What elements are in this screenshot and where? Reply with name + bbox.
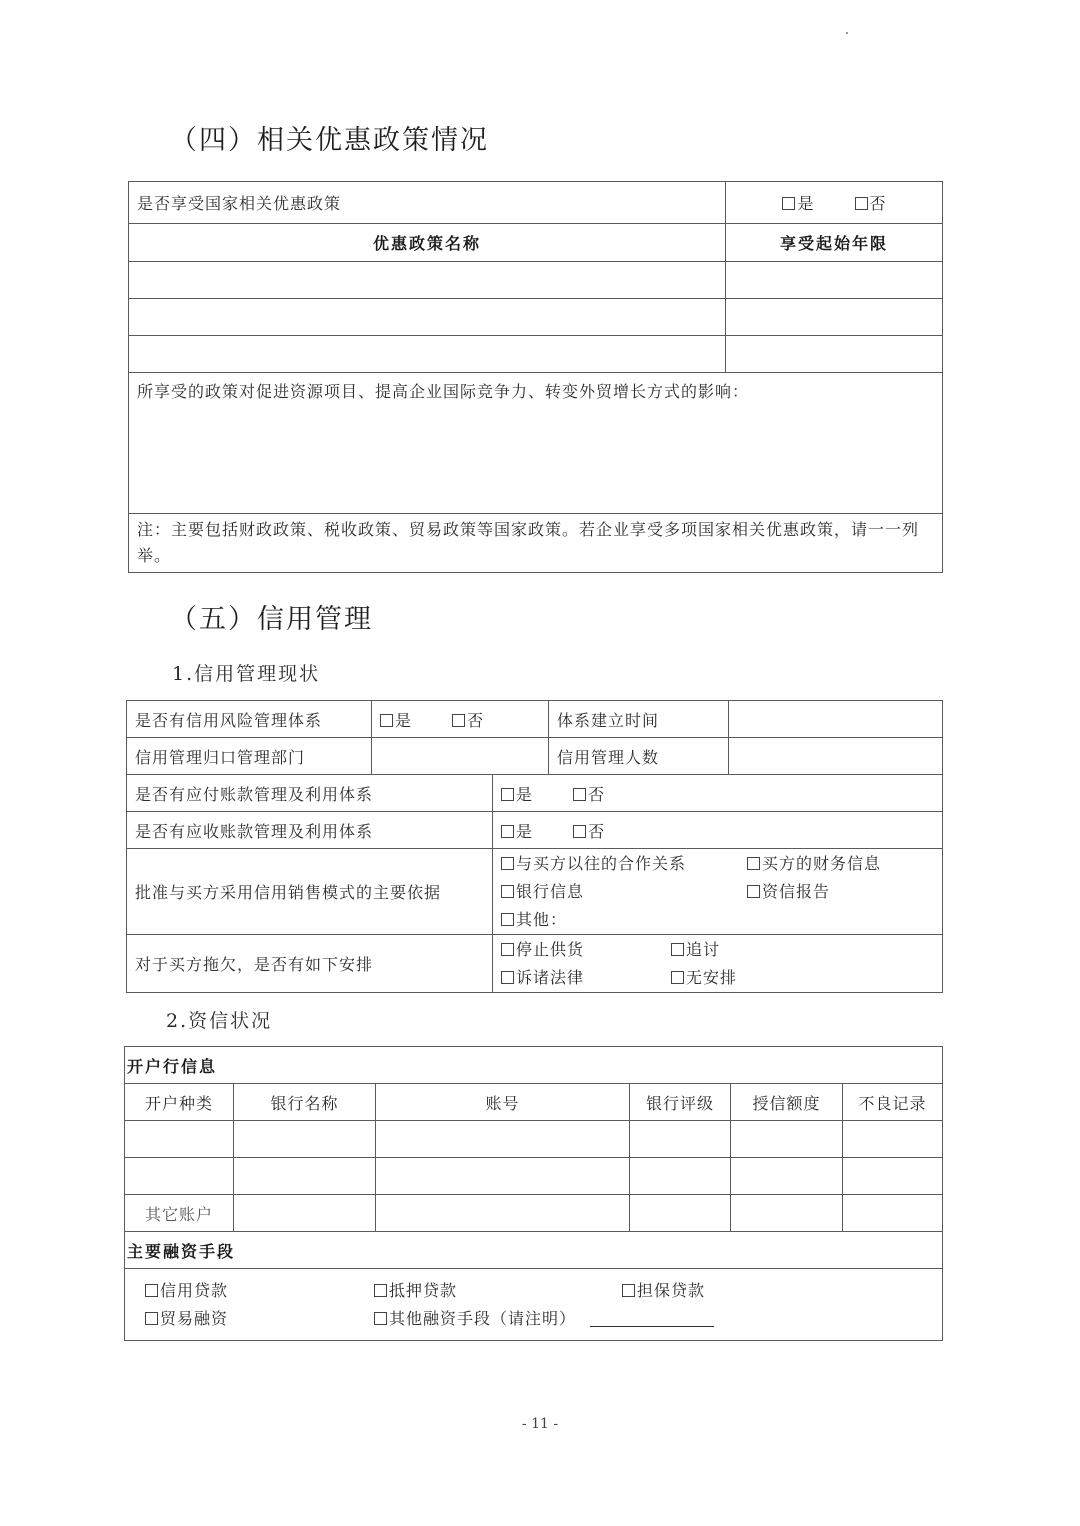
checkbox-icon	[747, 885, 760, 898]
policy-name-cell[interactable]	[129, 336, 726, 373]
other-account-label: 其它账户	[125, 1195, 234, 1232]
bank-info-header: 开户行信息	[125, 1047, 943, 1084]
table-cell[interactable]	[630, 1195, 731, 1232]
basis-option-other[interactable]: 其他：	[501, 906, 567, 934]
table-cell[interactable]	[843, 1195, 943, 1232]
col-bank-name: 银行名称	[234, 1084, 376, 1121]
credit-standing-subtitle: 2.资信状况	[166, 1010, 273, 1032]
table-cell[interactable]	[630, 1158, 731, 1195]
dept-field[interactable]	[372, 738, 549, 775]
financing-options	[125, 1269, 943, 1341]
arrears-label: 对于买方拖欠，是否有如下安排	[127, 935, 493, 993]
receivable-options	[493, 812, 943, 849]
financing-header: 主要融资手段	[125, 1232, 943, 1269]
table-cell[interactable]	[843, 1158, 943, 1195]
enjoy-policy-options	[726, 182, 943, 224]
policy-note: 注：主要包括财政政策、税收政策、贸易政策等国家政策。若企业享受多项国家相关优惠政策，请一一列举。	[129, 514, 943, 573]
checkbox-icon	[380, 714, 393, 727]
checkbox-icon	[573, 825, 586, 838]
no-checkbox[interactable]: 否	[573, 819, 604, 842]
checkbox-icon	[374, 1312, 387, 1325]
table-cell[interactable]	[125, 1121, 234, 1158]
checkbox-icon	[374, 1284, 387, 1297]
policy-impact-field[interactable]	[129, 373, 943, 514]
policy-impact-label: 所享受的政策对促进资源项目、提高企业国际竞争力、转变外贸增长方式的影响：	[137, 382, 750, 401]
staff-count-label: 信用管理人数	[549, 738, 729, 775]
no-checkbox[interactable]: 否	[573, 782, 604, 805]
start-year-cell[interactable]	[726, 299, 943, 336]
checkbox-icon	[782, 197, 795, 210]
checkbox-icon	[501, 913, 514, 926]
arrears-option-pursue[interactable]: 追讨	[671, 936, 720, 964]
basis-option-financial[interactable]: 买方的财务信息	[747, 850, 881, 878]
financing-credit-loan[interactable]: 信用贷款	[145, 1277, 374, 1305]
checkbox-icon	[573, 788, 586, 801]
bank-info-table	[124, 1046, 943, 1341]
col-bank-rating: 银行评级	[630, 1084, 731, 1121]
yes-checkbox[interactable]: 是	[380, 708, 411, 731]
checkbox-icon	[145, 1284, 158, 1297]
payable-options	[493, 775, 943, 812]
credit-status-subtitle: 1.信用管理现状	[172, 663, 321, 685]
table-cell[interactable]	[843, 1121, 943, 1158]
basis-option-bank[interactable]: 银行信息	[501, 878, 747, 906]
start-year-header: 享受起始年限	[726, 224, 943, 262]
policy-name-cell[interactable]	[129, 262, 726, 299]
table-row	[125, 1121, 943, 1158]
risk-system-label: 是否有信用风险管理体系	[127, 701, 372, 738]
checkbox-icon	[747, 857, 760, 870]
checkbox-icon	[501, 943, 514, 956]
payable-label: 是否有应付账款管理及利用体系	[127, 775, 493, 812]
checkbox-icon	[671, 943, 684, 956]
enjoy-policy-question: 是否享受国家相关优惠政策	[129, 182, 726, 224]
financing-guaranteed-loan[interactable]: 担保贷款	[622, 1277, 705, 1305]
checkbox-icon	[501, 857, 514, 870]
table-cell[interactable]	[731, 1158, 843, 1195]
table-cell[interactable]	[376, 1121, 630, 1158]
system-time-label: 体系建立时间	[549, 701, 729, 738]
start-year-cell[interactable]	[726, 262, 943, 299]
checkbox-icon	[501, 788, 514, 801]
col-credit-limit: 授信额度	[731, 1084, 843, 1121]
checkbox-icon	[501, 825, 514, 838]
table-cell[interactable]	[125, 1158, 234, 1195]
yes-checkbox[interactable]: 是	[782, 191, 813, 214]
no-checkbox[interactable]: 否	[452, 708, 483, 731]
yes-checkbox[interactable]: 是	[501, 819, 532, 842]
policy-name-header: 优惠政策名称	[129, 224, 726, 262]
financing-other[interactable]: 其他融资手段（请注明）	[374, 1305, 714, 1333]
credit-management-table	[126, 700, 943, 993]
checkbox-icon	[501, 971, 514, 984]
staff-count-field[interactable]	[729, 738, 943, 775]
checkbox-icon	[452, 714, 465, 727]
table-cell[interactable]	[234, 1195, 376, 1232]
checkbox-icon	[501, 885, 514, 898]
basis-label: 批准与买方采用信用销售模式的主要依据	[127, 849, 493, 935]
section-4-title: （四）相关优惠政策情况	[170, 125, 489, 156]
financing-mortgage-loan[interactable]: 抵押贷款	[374, 1277, 622, 1305]
arrears-option-stop-supply[interactable]: 停止供货	[501, 936, 671, 964]
table-cell[interactable]	[376, 1195, 630, 1232]
checkbox-icon	[622, 1284, 635, 1297]
other-financing-blank[interactable]	[590, 1312, 714, 1327]
dept-label: 信用管理归口管理部门	[127, 738, 372, 775]
arrears-options	[493, 935, 943, 993]
checkbox-icon	[671, 971, 684, 984]
no-checkbox[interactable]: 否	[855, 191, 886, 214]
risk-system-options	[372, 701, 549, 738]
basis-option-cooperation[interactable]: 与买方以往的合作关系	[501, 850, 747, 878]
checkbox-icon	[855, 197, 868, 210]
table-row	[125, 1195, 943, 1232]
policy-name-cell[interactable]	[129, 299, 726, 336]
col-account-number: 账号	[376, 1084, 630, 1121]
arrears-option-none[interactable]: 无安排	[671, 964, 737, 992]
scan-speck	[846, 32, 848, 34]
arrears-option-legal[interactable]: 诉诸法律	[501, 964, 671, 992]
checkbox-icon	[145, 1312, 158, 1325]
col-account-type: 开户种类	[125, 1084, 234, 1121]
financing-trade-finance[interactable]: 贸易融资	[145, 1305, 374, 1333]
receivable-label: 是否有应收账款管理及利用体系	[127, 812, 493, 849]
section-5-title: （五）信用管理	[170, 604, 373, 635]
basis-option-credit-report[interactable]: 资信报告	[747, 878, 830, 906]
table-cell[interactable]	[731, 1121, 843, 1158]
start-year-cell[interactable]	[726, 336, 943, 373]
policy-table	[128, 181, 943, 573]
table-row	[125, 1158, 943, 1195]
page-number: - 11 -	[521, 1416, 559, 1432]
table-cell[interactable]	[376, 1158, 630, 1195]
table-cell[interactable]	[731, 1195, 843, 1232]
yes-checkbox[interactable]: 是	[501, 782, 532, 805]
system-time-field[interactable]	[729, 701, 943, 738]
col-bad-record: 不良记录	[843, 1084, 943, 1121]
basis-options	[493, 849, 943, 935]
table-cell[interactable]	[630, 1121, 731, 1158]
table-cell[interactable]	[234, 1158, 376, 1195]
table-cell[interactable]	[234, 1121, 376, 1158]
